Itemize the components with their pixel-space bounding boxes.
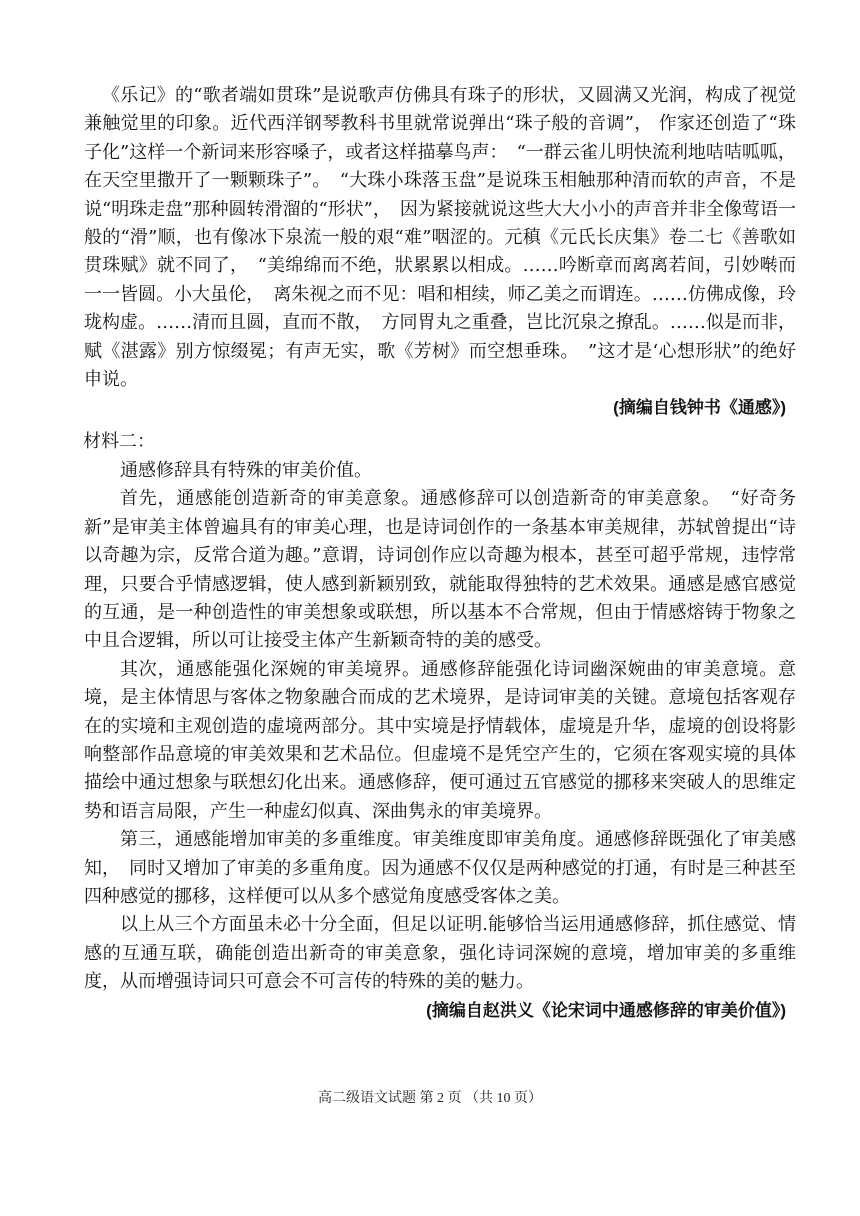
material2-paragraph-4: 以上从三个方面虽未必十分全面，但足以证明.能够恰当运用通感修辞，抓住感觉、情感的互通互联，确能创造出新奇的审美意象，强化诗词深婉的意境，增加审美的多重维度，从而增强诗词只可意会不可言传的特殊的美的魅力。 (84, 914, 796, 993)
page-footer: 高二级语文试题 第 2 页 （共 10 页） (318, 1091, 542, 1106)
material2-paragraph-2: 其次，通感能强化深婉的审美境界。通感修辞能强化诗词幽深婉曲的审美意境。意境，是主体情思与客体之物象融合而成的艺术境界，是诗词审美的关键。意境包括客观存在的实境和主观创造的虚境两部分。其中实境是抒情载体，虚境是升华，虚境的创设将影响整部作品意境的审美效果和艺术品位。但虚境不是凭空产生的，它须在客观实境的具体描绘中通过想象与联想幻化出来。通感修辞，便可通过五官感觉的挪移来突破人的思维定势和语言局限，产生一种虚幻似真、深曲隽永的审美境界。 (84, 658, 796, 822)
material1-source: (摘编自钱钟书《通感》) (613, 398, 786, 418)
material1-paragraph: 《乐记》的“歌者端如贯珠”是说歌声仿佛具有珠子的形状，又圆满又光润，构成了视觉兼触觉里的印象。近代西洋钢琴教科书里就常说弹出“珠子般的音调”， 作家还创造了“珠子化”这样一个新词来形容嗓子，或者这样描摹鸟声： “一群云雀儿明快流利地咭咭呱呱，在天空里撒开了一颗颗珠子”。 “大珠小珠落玉盘”是说珠玉相触那种清而软的声音，不是说“明珠走盘”那种圆转滑溜的“形状”， 因为紧接就说这些大大小小的声音并非全像莺语一般的“滑”顺，也有像冰下泉流一般的艰“难”咽涩的。元稹《元氏长庆集》卷二七《善歌如贯珠赋》就不同了， “美绵绵而不绝，狀累累以相成。……吟断章而离离若间，引妙啭而一一皆圆。小大虽伦， 离朱视之而不见：唱和相续，师乙美之而谓连。……仿佛成像，玲珑构虚。……清而且圆，直而不散， 方同胃丸之重叠，岂比沉泉之撩乱。……似是而非，赋《湛露》别方惊缀冕；有声无实，歌《芳树》而空想垂珠。 ”这才是‘心想形狀”的绝好申说。 (84, 85, 796, 391)
material2-paragraph-3: 第三，通感能增加审美的多重维度。审美维度即审美角度。通感修辞既强化了审美感知， 同时又增加了审美的多重角度。因为通感不仅仅是两种感觉的打通，有时是三种甚至四种感觉的挪移，这样便可以从多个感觉角度感受客体之美。 (84, 829, 796, 907)
page-content (84, 82, 796, 1025)
material2-intro: 通感修辞具有特殊的审美价值。 (120, 459, 372, 481)
material2-paragraph-1: 首先，通感能创造新奇的审美意象。通感修辞可以创造新奇的审美意象。 “好奇务新”是审美主体曾遍具有的审美心理，也是诗词创作的一条基本审美规律，苏轼曾提出“诗以奇趣为宗，反常合道为趣。”意谓，诗词创作应以奇趣为根本，甚至可超乎常规，违悖常理，只要合乎情感逻辑，使人感到新颖别致，就能取得独特的艺术效果。通感是感官感觉的互通，是一种创造性的审美想象或联想，所以基本不合常规，但由于情感熔铸于物象之中且合逻辑，所以可让接受主体产生新颖奇特的美的感受。 (84, 488, 796, 652)
material2-label: 材料二： (83, 431, 155, 453)
material2-source: (摘编自赵洪义《论宋词中通感修辞的审美价值》) (426, 1000, 786, 1020)
